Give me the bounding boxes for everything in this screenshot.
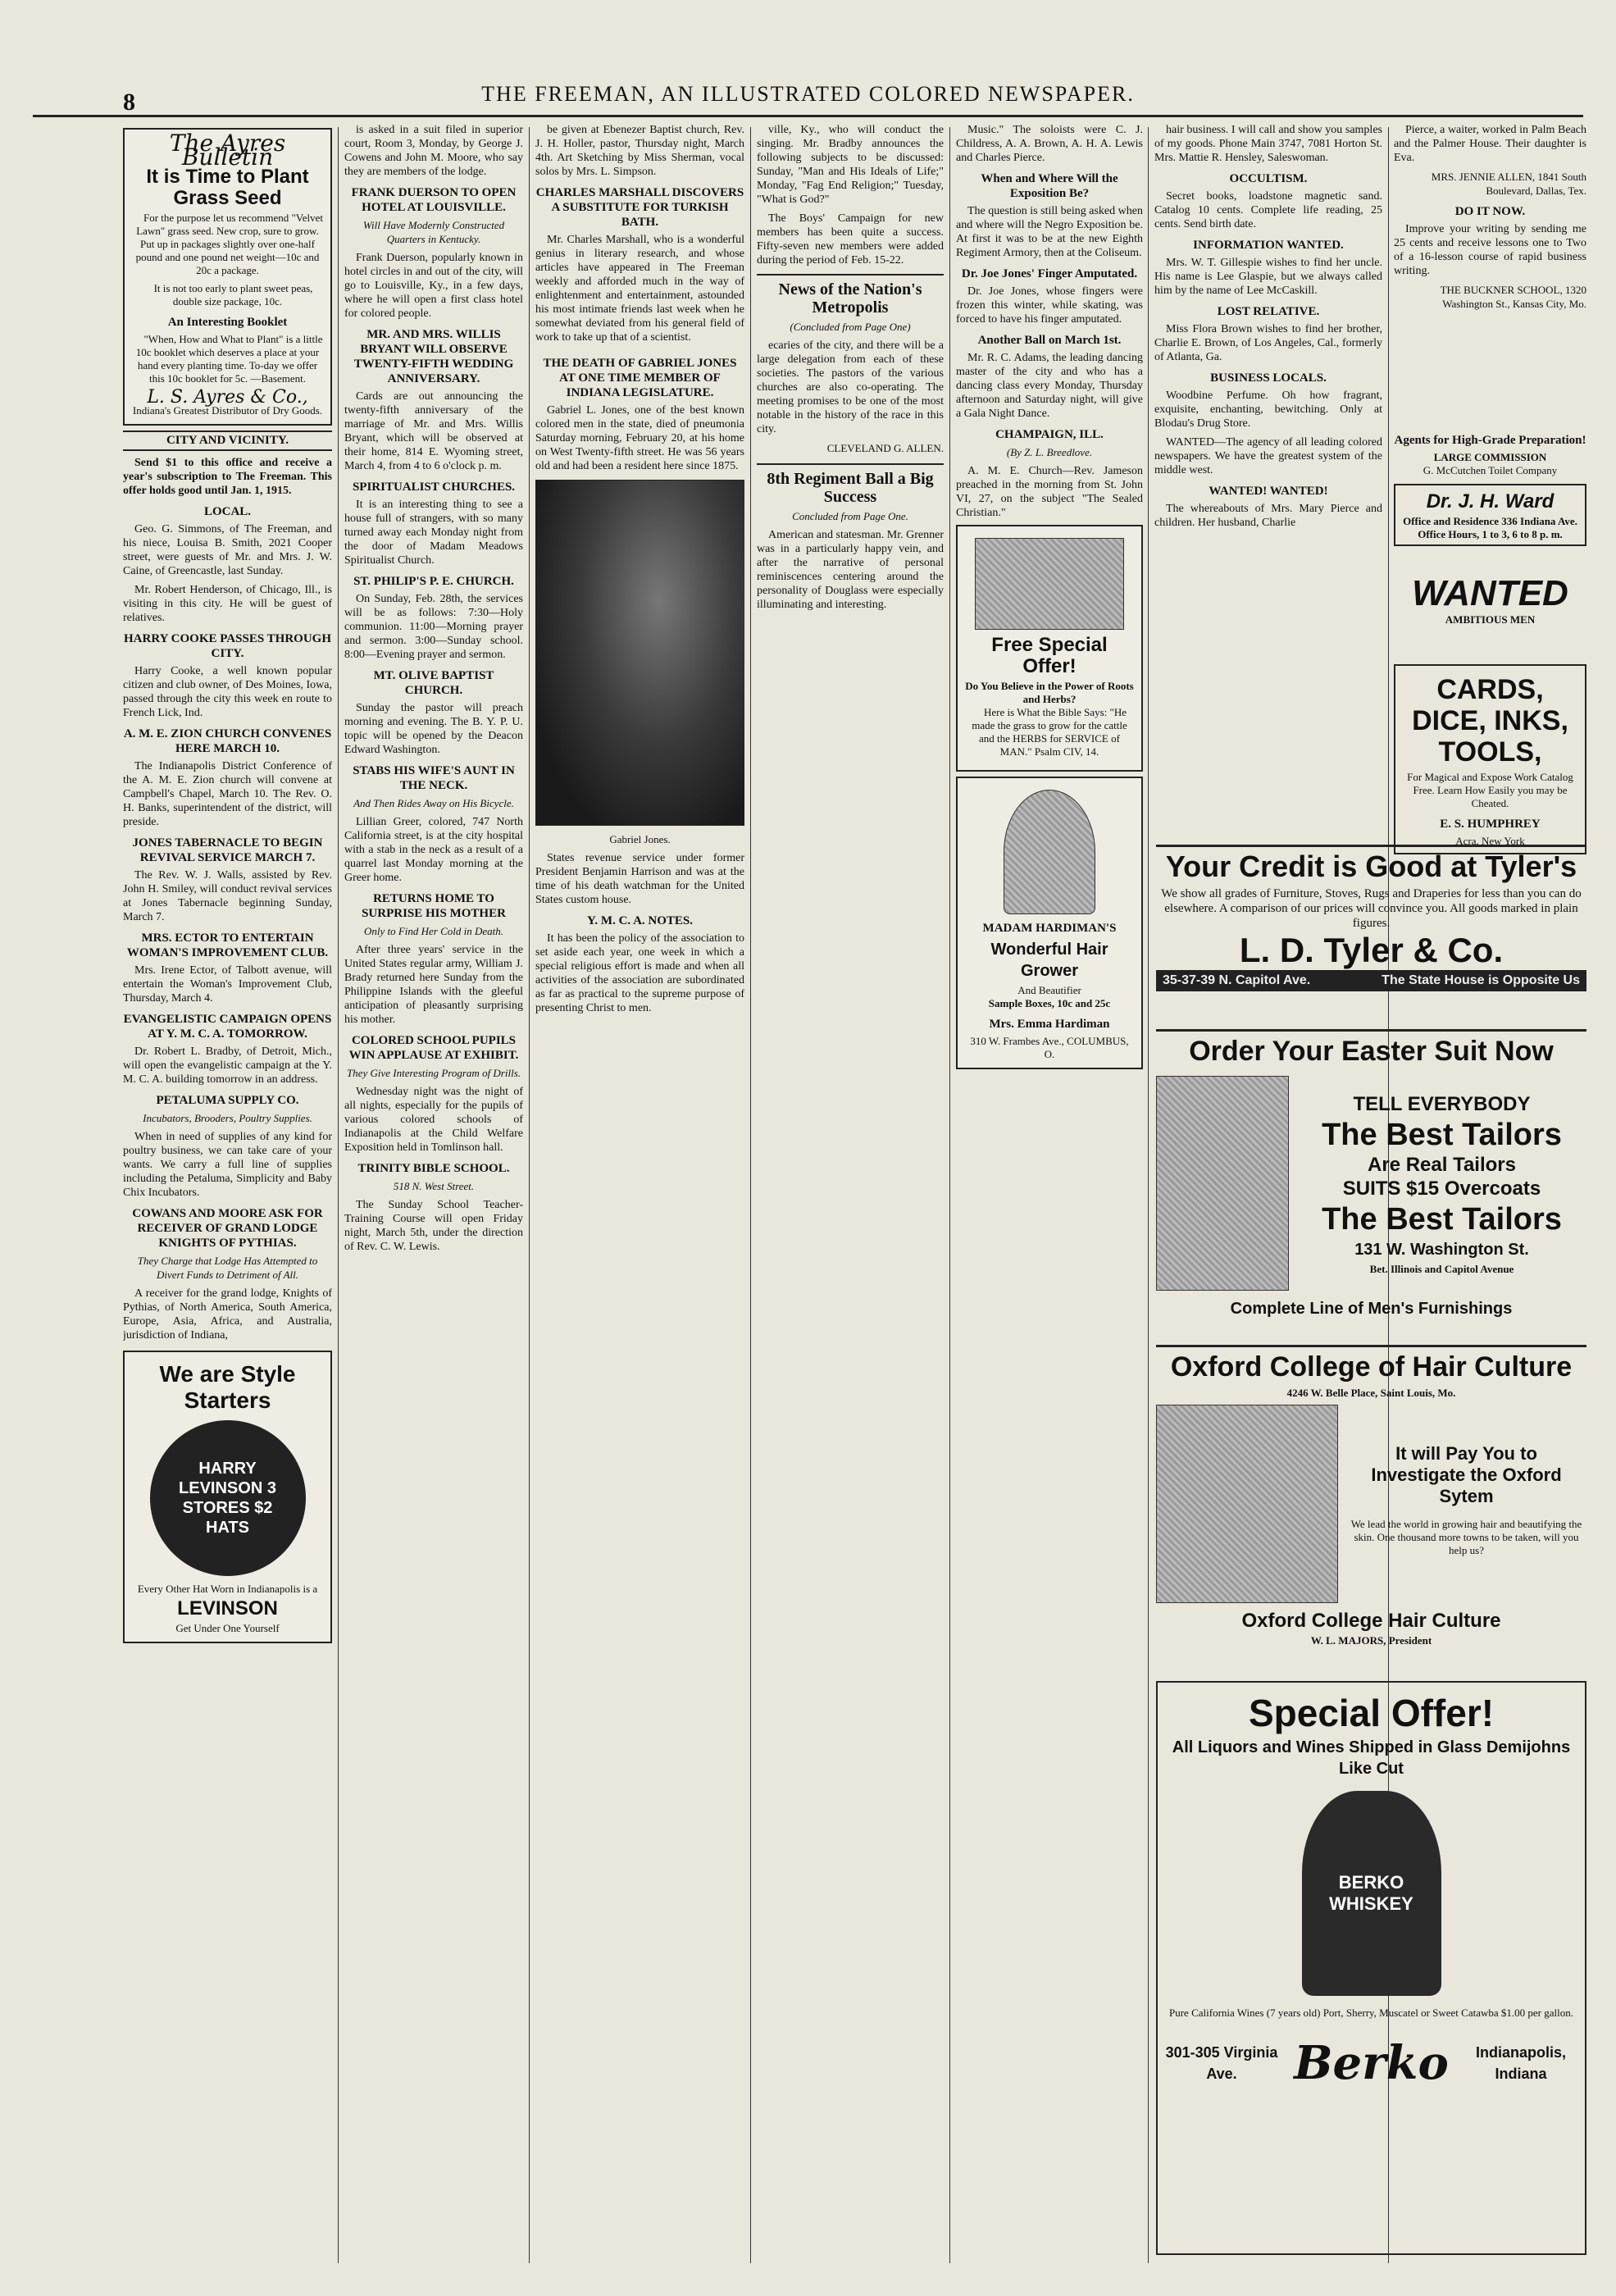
duerson-body: Frank Duerson, popularly known in hotel circles in and out of the city, will go to Louisville, Ky., in a few days, where he will open a first class hotel for colored people.	[344, 252, 523, 320]
cooke-body: Harry Cooke, a well known popular citizen and club owner, of Des Moines, Iowa, passed through the city this week en route to French Lick, Ind.	[123, 665, 332, 719]
hardiman-ad	[956, 777, 1143, 1069]
do-it-now-head: DO IT NOW.	[1454, 205, 1526, 218]
evangelistic-body: Dr. Robert L. Bradby, of Detroit, Mich., will open the evangelistic campaign at the Y. M. C. A. building tomorrow in an address.	[123, 1046, 332, 1086]
oxford-body: We lead the world in growing hair and beautifying the skin. One thousand more towns to be taken, will you help us?	[1350, 1517, 1582, 1556]
berko-head: Special Offer!	[1248, 1692, 1495, 1734]
easter-complete: Complete Line of Men's Furnishings	[1230, 1300, 1513, 1318]
exposition-body: The question is still being asked when and where will the Negro Exposition be. At first it was to be at the new Eighth Regiment Armory, then at the Coliseum.	[956, 205, 1143, 259]
finger-body: Dr. Joe Jones, whose fingers were frozen this winter, while skating, was forced to have his finger amputated.	[956, 285, 1143, 326]
oxford-pay: It will Pay You to Investigate the Oxford Sytem	[1371, 1442, 1562, 1506]
cooke-head: HARRY COOKE PASSES THROUGH CITY.	[124, 632, 331, 660]
wanted-ad	[1394, 574, 1586, 626]
herbs-illustration	[975, 538, 1124, 630]
gabriel-jones-portrait	[535, 480, 744, 826]
hardiman-head: MADAM HARDIMAN'S	[982, 922, 1117, 935]
hardiman-portrait	[1004, 790, 1095, 914]
tyler-address: 35-37-39 N. Capitol Ave.	[1163, 973, 1311, 987]
agents-sub: LARGE COMMISSION	[1433, 451, 1547, 463]
tyler-ad	[1156, 845, 1586, 991]
marshall-head: CHARLES MARSHALL DISCOVERS A SUBSTITUTE FOR TURKISH BATH.	[535, 186, 744, 229]
easter-tell: TELL EVERYBODY	[1353, 1092, 1531, 1115]
cowans-continued: is asked in a suit filed in superior court, Room 3, Monday, by George J. Cowens and John M. Moore, who say they are members of the lodge.	[344, 124, 523, 178]
ward-sub: Office and Residence 336 Indiana Ave.	[1403, 515, 1577, 527]
ball-body: Mr. R. C. Adams, the leading dancing master of the city and who has a dancing class every Monday, Thursday afternoon and Saturday night, will give a Gala Night Dance.	[956, 352, 1143, 420]
trinity-sub: 518 N. West Street.	[393, 1180, 475, 1192]
do-it-now-body: Improve your writing by sending me 25 cents and receive lessons one to Two of a 16-lesson course of rapid business writing.	[1394, 223, 1586, 277]
roots-herbs-ad	[956, 525, 1143, 772]
duerson-sub: Will Have Modernly Constructed Quarters in Kentucky.	[362, 219, 505, 245]
regiment-head: 8th Regiment Ball a Big Success	[757, 463, 944, 506]
cowans-head: COWANS AND MOORE ASK FOR RECEIVER OF GRAND LODGE KNIGHTS OF PYTHIAS.	[132, 1207, 323, 1250]
hardiman-name: Mrs. Emma Hardiman	[989, 1018, 1110, 1031]
boys-campaign-body: The Boys' Campaign for new members has been quite a success. Fifty-seven new members were added during the period of Feb. 15-22.	[757, 212, 944, 266]
trinity-head: TRINITY BIBLE SCHOOL.	[357, 1162, 510, 1175]
easter-best: The Best Tailors	[1322, 1117, 1562, 1152]
ayres-body: For the purpose let us recommend "Velvet Lawn" grass seed. New crop, sure to grow. Put up in packages slightly over one-half pound and one pound net weight—10c and 20c a package.	[135, 212, 324, 276]
oxford-row	[1156, 1400, 1586, 1608]
agents-ad	[1394, 426, 1586, 477]
exposition-head: When and Where Will the Exposition Be?	[981, 172, 1118, 200]
berko-bottle: BERKO WHISKEY	[1302, 1791, 1441, 1996]
col7-continued: Pierce, a waiter, worked in Palm Beach and the Palmer House. Their daughter is Eva.	[1394, 124, 1586, 164]
cards-signature: E. S. HUMPHREY	[1440, 818, 1541, 831]
tyler-address-bar	[1156, 970, 1586, 991]
oxford-head-2: Oxford College Hair Culture	[1241, 1610, 1501, 1632]
hardiman-price: Sample Boxes, 10c and 25c	[988, 997, 1111, 1009]
evangelistic-head: EVANGELISTIC CAMPAIGN OPENS AT Y. M. C. A. TOMORROW.	[123, 1013, 332, 1041]
spiritualist-body: It is an interesting thing to see a house full of strangers, with so many turned away each Monday night from the door of Madam Meadows Spiritualist Church.	[344, 499, 523, 567]
cards-head: CARDS, DICE, INKS, TOOLS,	[1412, 674, 1568, 768]
col6-continued: hair business. I will call and show you samples of my goods. Phone Main 3747, 7081 Horton St. Mrs. Mattie R. Hensley, Saleswoman.	[1154, 124, 1382, 164]
returns-sub: Only to Find Her Cold in Death.	[363, 925, 504, 937]
col5-continued: Music." The soloists were C. J. Childress, A. A. Brown, A. H. A. Lewis and Charles Pierce.	[956, 124, 1143, 164]
berko-footer	[1164, 2036, 1578, 2090]
masthead-title: THE FREEMAN, AN ILLUSTRATED COLORED NEWSPAPER.	[33, 82, 1583, 117]
wanted-big: WANTED	[1412, 573, 1568, 613]
column-2	[344, 123, 523, 2263]
st-philips-head: ST. PHILIP'S P. E. CHURCH.	[353, 575, 514, 588]
column-1	[123, 123, 332, 2263]
levinson-tagline: Get Under One Yourself	[175, 1622, 280, 1634]
trinity-body: The Sunday School Teacher-Training Course will open Friday night, March 5th, under the direction of Rev. C. W. Lewis.	[344, 1199, 523, 1253]
lost-relative-body: Miss Flora Brown wishes to find her brother, Charlie E. Brown, of Los Angeles, Cal., formerly of Atlanta, Ga.	[1154, 323, 1382, 363]
agents-company: G. McCutchen Toilet Company	[1423, 464, 1558, 476]
ymca-head: Y. M. C. A. NOTES.	[586, 914, 694, 927]
ward-ad	[1394, 484, 1586, 546]
easter-between: Bet. Illinois and Capitol Avenue	[1369, 1262, 1514, 1275]
oxford-president: W. L. MAJORS, President	[1310, 1634, 1432, 1647]
metropolis-body: ecaries of the city, and there will be a large delegation from each of these societies. The pastors of the various churches are also co-operating. The meeting promises to be one of the most notable in the history of the race in this city.	[757, 339, 944, 435]
column-rule	[338, 127, 339, 2263]
champaign-byline: (By Z. L. Breedlove.	[1006, 446, 1093, 458]
ayres-booklet-body: "When, How and What to Plant" is a little 10c booklet which deserves a place at your hand every planting time. To-day we offer this 10c booklet for 5c. —Basement.	[135, 333, 323, 385]
hardiman-address: 310 W. Frambes Ave., COLUMBUS, O.	[970, 1035, 1129, 1060]
business-locals-body: Woodbine Perfume. Oh how fragrant, exquisite, enchanting, bewitching. Only at Blodau's Drug Store.	[1154, 390, 1382, 430]
levinson-headline: We are Style Starters	[159, 1361, 296, 1413]
ayres-booklet-head: An Interesting Booklet	[167, 316, 288, 329]
bryant-head: MR. AND MRS. WILLIS BRYANT WILL OBSERVE TWENTY-FIFTH WEDDING ANNIVERSARY.	[353, 328, 514, 385]
easter-real: Are Real Tailors	[1368, 1153, 1516, 1176]
portrait-caption: Gabriel Jones.	[609, 833, 671, 845]
column-5	[956, 123, 1143, 2263]
cards-body: For Magical and Expose Work Catalog Free. Learn How Easily you may be Cheated.	[1407, 771, 1573, 809]
easter-best-2: The Best Tailors	[1322, 1201, 1562, 1237]
easter-man-illustration	[1156, 1076, 1289, 1291]
champaign-body: A. M. E. Church—Rev. Jameson preached in the morning from St. John VI, 27, on the subject "The Sealed Christian."	[956, 465, 1143, 519]
business-locals-body-2: WANTED—The agency of all leading colored newspapers. We have the greatest system of the middle west.	[1154, 436, 1382, 476]
ayres-body-2: It is not too early to plant sweet peas, double size package, 10c.	[153, 282, 313, 308]
easter-text	[1297, 1091, 1586, 1276]
column-3	[535, 123, 744, 2263]
cowans-sub: They Charge that Lodge Has Attempted to Divert Funds to Detriment of All.	[137, 1255, 318, 1281]
column-rule	[949, 127, 950, 2263]
agents-head: Agents for High-Grade Preparation!	[1394, 434, 1586, 447]
oxford-illustration	[1156, 1405, 1338, 1603]
petaluma-head: PETALUMA SUPPLY CO.	[156, 1094, 299, 1107]
oxford-ad	[1156, 1345, 1586, 1647]
hardiman-sub: And Beautifier	[1017, 984, 1081, 996]
column-rule	[1148, 127, 1149, 2263]
bryant-body: Cards are out announcing the twenty-fifth anniversary of the marriage of Mr. and Mrs. Willis Bryant, which will be observed at their home, 814 E. Wyoming street, March 4, from 4 to 6 o'clock p. m.	[344, 390, 523, 472]
roots-herbs-body: Here is What the Bible Says: "He made the grass to grow for the cattle and the HERBS for SERVICE of MAN." Psalm CIV, 14.	[972, 706, 1127, 758]
stabs-sub: And Then Rides Away on His Bicycle.	[353, 797, 514, 809]
info-wanted-head: INFORMATION WANTED.	[1193, 239, 1344, 252]
easter-address: 131 W. Washington St.	[1354, 1240, 1529, 1259]
roots-herbs-head: Free Special Offer!	[991, 634, 1108, 677]
levinson-body: Every Other Hat Worn in Indianapolis is a	[137, 1583, 318, 1595]
ector-head: MRS. ECTOR TO ENTERTAIN WOMAN'S IMPROVEMENT CLUB.	[126, 932, 329, 959]
metropolis-sub: (Concluded from Page One)	[790, 321, 911, 333]
finger-head: Dr. Joe Jones' Finger Amputated.	[961, 267, 1138, 280]
lost-relative-head: LOST RELATIVE.	[1217, 305, 1320, 318]
col3-continued: be given at Ebenezer Baptist church, Rev. J. H. Holler, pastor, Thursday night, March 4th. Art Sketching by Miss Sherman, vocal solos by Mrs. L. Simpson.	[535, 124, 744, 178]
tyler-address-2: The State House is Opposite Us	[1382, 973, 1580, 987]
pupils-sub: They Give Interesting Program of Drills.	[346, 1067, 521, 1079]
jones-tabernacle-head: JONES TABERNACLE TO BEGIN REVIVAL SERVICE MARCH 7.	[132, 836, 323, 864]
petaluma-sub: Incubators, Brooders, Poultry Supplies.	[143, 1112, 312, 1124]
metropolis-signature: CLEVELAND G. ALLEN.	[826, 442, 944, 454]
ayres-company: L. S. Ayres & Co.,	[147, 387, 308, 408]
metropolis-head: News of the Nation's Metropolis	[757, 274, 944, 317]
subscribe-notice: Send $1 to this office and receive a year's subscription to The Freeman. This offer holds good until Jan. 1, 1915.	[123, 457, 332, 497]
roots-herbs-sub: Do You Believe in the Power of Roots and Herbs?	[965, 680, 1134, 705]
jones-death-body: Gabriel L. Jones, one of the best known colored men in the state, died of pneumonia Saturday morning, February 20, at his home on West Twenty-fifth street. He was 56 years old and had been a resident here since 1875.	[535, 404, 744, 472]
column-rule	[529, 127, 530, 2263]
ector-body: Mrs. Irene Ector, of Talbott avenue, will entertain the Woman's Improvement Club, Thursday, March 4.	[123, 964, 332, 1004]
easter-suits: SUITS $15 Overcoats	[1342, 1177, 1541, 1200]
ward-head: Dr. J. H. Ward	[1426, 490, 1555, 512]
cards-ad	[1394, 664, 1586, 854]
ayres-headline: It is Time to Plant Grass Seed	[146, 166, 309, 209]
pupils-head: COLORED SCHOOL PUPILS WIN APPLAUSE AT EXHIBIT.	[348, 1034, 519, 1062]
wanted-wanted-body: The whereabouts of Mrs. Mary Pierce and children. Her husband, Charlie	[1154, 503, 1382, 529]
easter-ad	[1156, 1029, 1586, 1322]
hardiman-big: Wonderful Hair Grower	[990, 941, 1108, 980]
wanted-sub: AMBITIOUS MEN	[1445, 613, 1536, 626]
zion-body: The Indianapolis District Conference of the A. M. E. Zion church will convene at Campbell's Chapel, March 10. The Rev. O. H. Banks, superintendent of the district, will preside.	[123, 760, 332, 828]
zion-head: A. M. E. ZION CHURCH CONVENES HERE MARCH 10.	[123, 727, 332, 755]
stabs-head: STABS HIS WIFE'S AUNT IN THE NECK.	[353, 764, 515, 792]
berko-body: Pure California Wines (7 years old) Port, Sherry, Muscatel or Sweet Catawba $1.00 per gallon.	[1169, 2007, 1573, 2019]
tyler-head: Your Credit is Good at Tyler's	[1165, 850, 1577, 883]
stabs-body: Lillian Greer, colored, 747 North California street, is at the city hospital with a stab in the neck as a result of a quarrel last Monday morning at the Greer home.	[344, 816, 523, 884]
oxford-text	[1346, 1441, 1586, 1568]
section-city: CITY AND VICINITY.	[123, 430, 332, 451]
st-philips-body: On Sunday, Feb. 28th, the services will be as follows: 7:30—Holy communion. 11:00—Morning prayer and sermon. 3:00—Sunday school. 8:00—Evening prayer and sermon.	[344, 593, 523, 661]
col4-continued: ville, Ky., who will conduct the singing. Mr. Bradby announces the following subjects to be discussed: Sunday, "Man and His Ideals of Life;" Monday, "Fag End Religion;" Tuesday, "What is God?"	[757, 124, 944, 206]
col7-signature: MRS. JENNIE ALLEN, 1841 South Boulevard, Dallas, Tex.	[1431, 171, 1586, 197]
regiment-sub: Concluded from Page One.	[792, 510, 908, 522]
duerson-head: FRANK DUERSON TO OPEN HOTEL AT LOUISVILLE.	[351, 186, 517, 214]
page-number: 8	[123, 89, 135, 116]
petaluma-body: When in need of supplies of any kind for poultry business, we can take care of your wants. We carry a full line of supplies including the Petaluma, Simplicity and Baby Chix Incubators.	[123, 1131, 332, 1199]
cards-address: Acra, New York	[1455, 835, 1525, 847]
easter-row	[1156, 1071, 1586, 1296]
marshall-body: Mr. Charles Marshall, who is a wonderful genius in literary research, and whose articles have appeared in The Freeman weekly and afforded much in the way of enlightenment and entertainment, astounded his most intimate friends last week when he somewhat deviated from his general field of work to take up that of a scientist.	[535, 234, 744, 344]
local-body: Geo. G. Simmons, of The Freeman, and his niece, Louisa B. Smith, 2021 Cooper street, were guests of Mr. and Mrs. J. W. Caine, of Greencastle, last Sunday.	[123, 523, 332, 577]
spiritualist-head: SPIRITUALIST CHURCHES.	[352, 481, 516, 494]
ayres-logo: The Ayres Bulletin	[169, 130, 286, 171]
tyler-body: We show all grades of Furniture, Stoves, Rugs and Draperies for less than you can do elsewhere. A comparison of our prices will convince you. All goods marked in plain figures.	[1161, 887, 1582, 930]
mt-olive-body: Sunday the pastor will preach morning and evening. The B. Y. P. U. topic will be opened by the Deacon Edward Washington.	[344, 702, 523, 756]
occultism-head: OCCULTISM.	[1229, 172, 1308, 185]
pupils-body: Wednesday night was the night of all nights, especially for the pupils of various colored schools of Indianapolis at the Child Welfare Exposition held in Tomlinson hall.	[344, 1086, 523, 1154]
wanted-wanted-head: WANTED! WANTED!	[1209, 485, 1328, 498]
berko-logo: Berko	[1294, 2036, 1449, 2090]
do-it-now-signature: THE BUCKNER SCHOOL, 1320 Washington St., Kansas City, Mo.	[1440, 284, 1586, 310]
tyler-name: L. D. Tyler & Co.	[1239, 931, 1504, 969]
berko-city: Indianapolis, Indiana	[1475, 2044, 1566, 2082]
local-body-2: Mr. Robert Henderson, of Chicago, Ill., is visiting in this city. He will be guest of relatives.	[123, 584, 332, 624]
levinson-ad	[123, 1351, 332, 1643]
ayres-ad	[123, 128, 332, 426]
business-locals-head: BUSINESS LOCALS.	[1210, 371, 1327, 385]
ymca-body: It has been the policy of the association to set aside each year, one week in which a special religious effort is made and when all activities of the association are subordinated as far as practical to the supreme purpose of presenting Christ to men.	[535, 932, 744, 1014]
berko-ad	[1156, 1681, 1586, 2255]
returns-body: After three years' service in the United States regular army, William J. Brady returned here Sunday from the Philippine Islands with the gleeful anticipation of pleasantly surprising his mother.	[344, 944, 523, 1026]
occultism-body: Secret books, loadstone magnetic sand. Catalog 10 cents. Complete life reading, 25 cents. Send birth date.	[1154, 190, 1382, 230]
levinson-badge: HARRY LEVINSON 3 STORES $2 HATS	[150, 1420, 306, 1576]
local-head: LOCAL.	[203, 505, 252, 518]
cowans-body: A receiver for the grand lodge, Knights of Pythias, of North America, South America, Europe, Asia, Africa, and Australia, jurisdiction of Indiana,	[123, 1287, 332, 1342]
regiment-body: American and statesman. Mr. Grenner was in a particularly happy vein, and after the narrative of personal reminiscences centering around the personality of Douglass were especially illuminating and interesting.	[757, 529, 944, 611]
jones-death-body-2: States revenue service under former President Benjamin Harrison and was at the time of his death watchman for the United States custom house.	[535, 852, 744, 906]
info-wanted-body: Mrs. W. T. Gillespie wishes to find her uncle. His name is Lee Glaspie, but we always called him by the name of Lee McCaskill.	[1154, 257, 1382, 297]
berko-sub: All Liquors and Wines Shipped in Glass Demijohns Like Cut	[1172, 1738, 1571, 1778]
returns-head: RETURNS HOME TO SURPRISE HIS MOTHER	[362, 892, 506, 920]
mt-olive-head: MT. OLIVE BAPTIST CHURCH.	[373, 669, 494, 697]
jones-death-head: THE DEATH OF GABRIEL JONES AT ONE TIME MEMBER OF INDIANA LEGISLATURE.	[543, 357, 737, 399]
ayres-tagline: Indiana's Greatest Distributor of Dry Goods.	[132, 404, 323, 417]
easter-head: Order Your Easter Suit Now	[1189, 1036, 1554, 1067]
column-rule	[750, 127, 751, 2263]
berko-address: 301-305 Virginia Ave.	[1165, 2044, 1278, 2082]
oxford-head: Oxford College of Hair Culture	[1170, 1351, 1573, 1383]
ball-head: Another Ball on March 1st.	[977, 334, 1122, 347]
jones-tabernacle-body: The Rev. W. J. Walls, assisted by Rev. John H. Smiley, will conduct revival services at Jones Tabernacle beginning Sunday, March 7.	[123, 869, 332, 923]
ward-hours: Office Hours, 1 to 3, 6 to 8 p. m.	[1418, 528, 1563, 540]
oxford-address: 4246 W. Belle Place, Saint Louis, Mo.	[1286, 1387, 1456, 1399]
champaign-head: CHAMPAIGN, ILL.	[995, 428, 1104, 441]
levinson-name: LEVINSON	[177, 1597, 278, 1620]
column-4	[757, 123, 944, 2263]
